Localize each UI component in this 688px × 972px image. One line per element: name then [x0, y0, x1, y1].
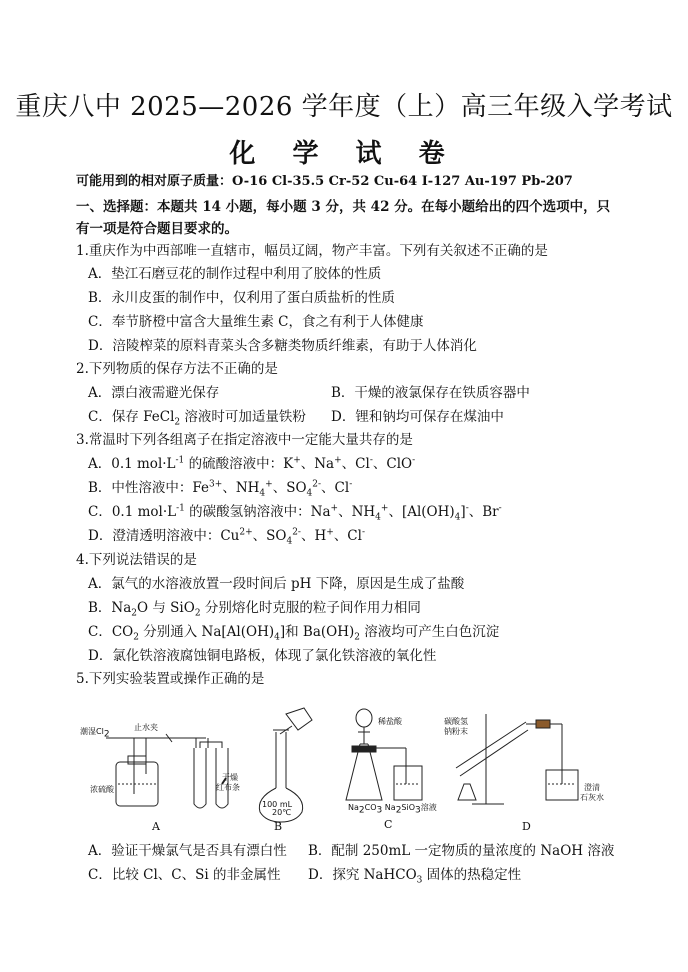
label-reagents-c: $Na_2CO_3$ $Na_2SiO_3$溶液 — [348, 803, 437, 816]
subject-title: 化 学 试 卷 — [229, 139, 459, 169]
apparatus-d — [456, 714, 578, 804]
q4-option-d: D．氯化铁溶液腐蚀铜电路板，体现了氯化铁溶液的氧化性 — [88, 648, 437, 664]
q1-stem: 1.重庆作为中西部唯一直辖市，幅员辽阔，物产丰富。下列有关叙述不正确的是 — [76, 243, 548, 259]
q1-option-a: A．垫江石磨豆花的制作过程中利用了胶体的性质 — [88, 266, 382, 282]
q2-option-c: C．保存 FeCl$_2$ 溶液时可加适量铁粉 — [88, 409, 306, 428]
q4-stem: 4.下列说法错误的是 — [76, 552, 197, 568]
exam-title: 重庆八中 2025—2026 学年度（上）高三年级入学考试 — [15, 92, 673, 122]
q3-option-c: C．0.1 $mol\cdot L^{-1}$ 的碳酸氢钠溶液中：Na+、$NH_4^+$、$[Al(OH)_4]^-$、Br- — [88, 503, 502, 523]
q1-option-b: B．永川皮蛋的制作中，仅利用了蛋白质盐析的性质 — [88, 290, 395, 306]
label-dry-cloth-2: 红布条 — [216, 783, 240, 792]
section-heading-line2: 有一项是符合题目要求的。 — [76, 221, 238, 237]
label-limewater-2: 石灰水 — [580, 793, 604, 802]
apparatus-a — [106, 734, 228, 808]
label-dry-cloth-1: 干燥 — [222, 773, 238, 782]
q4-option-a: A．氯气的水溶液放置一段时间后 pH 下降，原因是生成了盐酸 — [88, 576, 465, 592]
q3-option-d: D．澄清透明溶液中：$Cu^{2+}$、$SO_4^{2-}$、H+、Cl- — [88, 527, 366, 547]
label-flask-volume: 100 mL — [262, 800, 293, 809]
label-flask-temp: 20℃ — [272, 808, 292, 817]
q5-option-d: D．探究 NaHCO$_3$ 固体的热稳定性 — [308, 867, 522, 886]
q2-option-d: D．锂和钠均可保存在煤油中 — [331, 409, 504, 425]
q3-stem: 3.常温时下列各组离子在指定溶液中一定能大量共存的是 — [76, 432, 413, 448]
q4-option-c: C．$CO_2$ 分别通入 $Na[Al(OH)_4]$和 $Ba(OH)_2$ 溶液均可产生白色沉淀 — [88, 624, 500, 643]
q4-option-b: B．$Na_2O$ 与 SiO$_2$ 分别熔化时克服的粒子间作用力相同 — [88, 600, 421, 619]
label-dilute-hcl: 稀盐酸 — [378, 717, 402, 726]
q5-option-a: A．验证干燥氯气是否具有漂白性 — [88, 843, 287, 859]
atomic-masses: 可能用到的相对原子质量：O-16 Cl-35.5 Cr-52 Cu-64 I-127 Au-197 Pb-207 — [76, 174, 573, 189]
label-nahco3-1: 碳酸氢 — [444, 717, 468, 726]
apparatus-figure — [76, 704, 616, 836]
q2-option-b: B．干燥的液氯保存在铁质容器中 — [331, 385, 530, 401]
label-nahco3-2: 钠粉末 — [444, 727, 468, 736]
figure-label-b: B — [274, 820, 283, 833]
figure-label-a: A — [152, 820, 160, 833]
q5-option-b: B．配制 250mL 一定物质的量浓度的 NaOH 溶液 — [308, 843, 615, 859]
section-heading-line1: 一、选择题：本题共 14 小题，每小题 3 分，共 42 分。在每小题给出的四个选项中，只 — [76, 199, 611, 215]
figure-label-d: D — [522, 820, 531, 833]
label-conc-acid: 浓硫酸 — [90, 785, 114, 794]
label-limewater-1: 澄清 — [584, 783, 600, 792]
q2-option-a: A．漂白液需避光保存 — [88, 385, 220, 401]
q5-option-c: C．比较 Cl、C、Si 的非金属性 — [88, 867, 281, 883]
q3-option-a: A．0.1 $mol\cdot L^{-1}$ 的硫酸溶液中：K+、Na+、Cl-、ClO- — [88, 455, 416, 472]
figure-label-c: C — [384, 818, 393, 831]
q5-stem: 5.下列实验装置或操作正确的是 — [76, 671, 265, 687]
q1-option-d: D．涪陵榨菜的原料青菜头含多糖类物质纤维素，有助于人体消化 — [88, 338, 477, 354]
q3-option-b: B．中性溶液中：$Fe^{3+}$、$NH_4^+$、$SO_4^{2-}$、Cl- — [88, 479, 353, 499]
label-wet-cl2: 潮湿$Cl_2$ — [80, 727, 110, 740]
q1-option-c: C．奉节脐橙中富含大量维生素 C，食之有利于人体健康 — [88, 314, 424, 330]
q2-stem: 2.下列物质的保存方法不正确的是 — [76, 361, 278, 377]
label-clamp: 止水夹 — [134, 723, 158, 732]
